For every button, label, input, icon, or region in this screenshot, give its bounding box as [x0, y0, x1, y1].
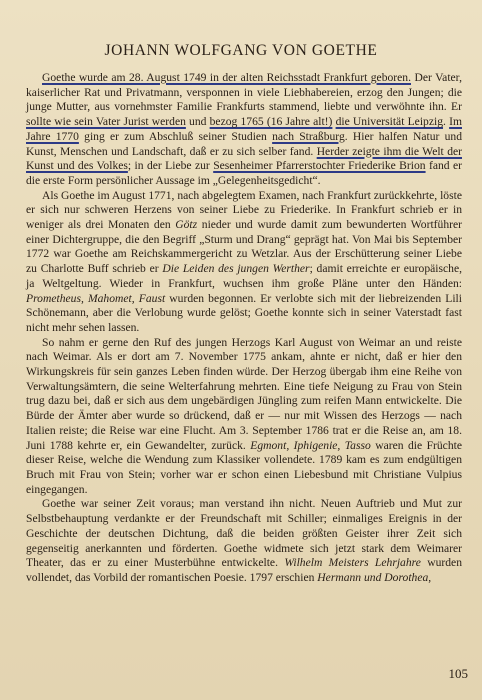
underlined-phrase: die Universität Leipzig	[335, 115, 444, 129]
body-text	[26, 71, 462, 586]
underlined-phrase: Im Jahre 1770	[26, 115, 462, 143]
text-run: wurden vollendet, das Vorbild der romantischen Poesie. 1797 erschien	[26, 556, 463, 584]
underlined-phrase: Sesenheimer Pfarrerstochter Friederike Brion	[213, 159, 426, 173]
text-run: . Hier halfen Natur und Kunst, Menschen und Landschaft, daß er zu sich selber fand.	[26, 129, 462, 158]
text-run: fand er die erste Form persönlicher Aussage im „Gelegenheitsgedicht“.	[26, 159, 462, 187]
underlined-phrase: nach Straßburg	[272, 129, 345, 143]
text-run: nieder und wurde damit zum bewunderten Wortführer einer Dichtergruppe, die den Begriff „Sturm und Drang“ geprägt hat. Von Mai bis September 1772 war Goethe am Reichskammergericht zu Wetzlar. Aus der Erschütterung seiner Liebe zu Charlotte Buff schrieb er	[26, 218, 462, 276]
text-run: Der Vater, kaiserlicher Rat und Privatmann, versponnen in viele Liebhabereien, erzog den Jungen; die junge Mutter, aus vornehmster Familie Frankfurts stammend, liebte und verwöhnte ihn. Er	[26, 71, 462, 114]
page-title: JOHANN WOLFGANG VON GOETHE	[104, 42, 378, 59]
text-run: ; in der Liebe zur	[127, 159, 214, 173]
text-run: Goethe war seiner Zeit voraus; man verstand ihn nicht. Neuen Auftrieb und Mut zur Selbstbehauptung verdankte er der Freundschaft mit Schiller; einmaliges Ereignis in der Geschichte der deutschen Dichtung, daß die beiden größten Geister ihrer Zeit sich gegenseitig anerkannten und förderten. Goethe widmete sich jetzt stark dem Weimarer Theater, das er zu einer Musterbühne entwickelte.	[26, 497, 462, 570]
work-title: Prometheus, Mahomet, Faust	[26, 291, 166, 305]
underlined-phrase: sollte wie sein Vater Jurist werden	[26, 115, 186, 129]
work-title: Hermann und Dorothea	[317, 570, 429, 584]
text-run: So nahm er gerne den Ruf des jungen Herzogs Karl August von Weimar an und reiste nach Weimar. Als er dort am 7. November 1775 ankam, ahnte er nicht, daß er hier den Wirkungskreis für sein ganzes Leben finden würde. Der Herzog übergab ihm eine Reihe von Verwaltungsämtern, die seine Welterfahrung mehrten. Eine tiefe Neigung zu Frau von Stein trug dazu bei, daß er sich aus dem ungebärdigen Jüngling zum reifen Mann entwickelte. Die Bürde der Ämter aber wurde so drückend, daß er — nur mit Wissen des Herzogs — nach Italien reiste; die Reise war eine Flucht. Am 3. September 1786 trat er die Reise an, am 18. Juni 1788 kehrte er, ein Gewandelter, zurück.	[26, 335, 462, 452]
text-run: ; damit erreichte er europäische, ja Weltgeltung. Wieder in Frankfurt, wuchsen ihm große Pläne unter den Händen:	[26, 262, 462, 290]
page-number: 105	[448, 666, 468, 681]
text-run: ,	[428, 570, 432, 584]
text-run: Als Goethe im August 1771, nach abgelegtem Examen, nach Frankfurt zurückkehrte, löste er sich nur schweren Herzens von seiner Liebe zu Friederike. In Frankfurt schrieb er in weniger als drei Monaten den	[26, 188, 462, 232]
text-run: und	[185, 115, 210, 129]
work-title: Götz	[175, 218, 198, 232]
work-title: Die Leiden des jungen Werther	[162, 262, 310, 276]
work-title: Egmont, Iphigenie, Tasso	[250, 438, 371, 452]
paragraph-3	[26, 336, 462, 498]
paragraph-2	[26, 189, 462, 336]
underlined-phrase: Goethe wurde am 28. August 1749 in der alten Reichsstadt Frankfurt geboren.	[42, 71, 411, 84]
underlined-phrase: bezog 1765 (16 Jahre alt!)	[209, 115, 333, 129]
underlined-phrase: Herder zeigte ihm die Welt der Kunst und des Volkes	[26, 144, 462, 173]
text-run: ging er zum Abschluß seiner Studien	[78, 129, 273, 143]
text-run: wurden begonnen. Er verlobte sich mit der liebreizenden Lili Schönemann, aber die Verlobung wurde gelöst; Goethe konnte sich in seiner Vaterstadt fast nicht mehr sehen lassen.	[26, 291, 462, 334]
paragraph-4	[26, 497, 462, 585]
text-run: .	[443, 115, 450, 129]
text-run: waren die Früchte dieser Reise, welche die Wendung zum Klassiker vollendete. 1789 kam es zum endgültigen Bruch mit Frau von Stein; vorher war er schon einen Liebesbund mit Christiane Vulpius eingegangen.	[26, 438, 462, 496]
paragraph-1	[26, 71, 462, 189]
work-title: Wilhelm Meisters Lehrjahre	[284, 556, 421, 570]
